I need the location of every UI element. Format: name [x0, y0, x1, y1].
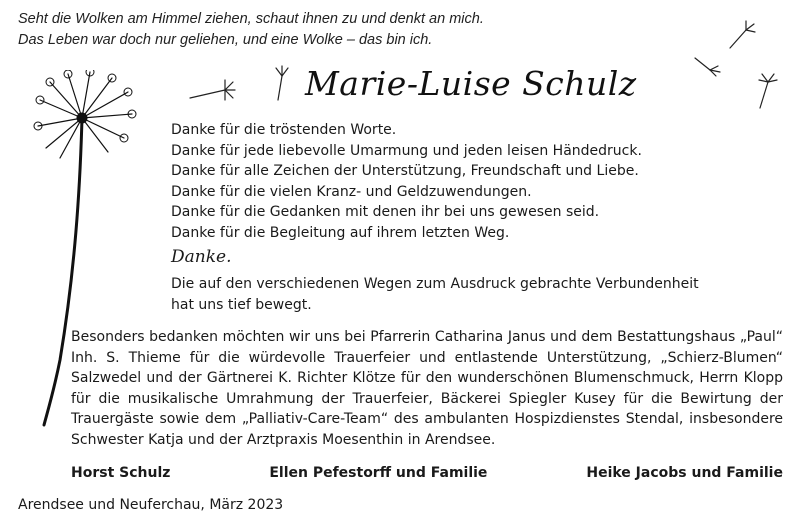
danke-word: Danke.: [171, 247, 232, 267]
bond-line: Die auf den verschiedenen Wegen zum Ausdruck gebrachte Verbundenheit: [171, 276, 699, 292]
thanks-line: Danke für die vielen Kranz- und Geldzuwendungen.: [171, 183, 532, 200]
bond-text: [171, 274, 699, 315]
thanks-line: Danke für die Begleitung auf ihrem letzten Weg.: [171, 224, 510, 241]
poem-line-1: Seht die Wolken am Himmel ziehen, schaut ihnen zu und denkt an mich.: [18, 11, 484, 27]
poem: [18, 9, 484, 51]
signature-ellen: Ellen Pefestorff und Familie: [269, 465, 488, 481]
signature-heike: Heike Jacobs und Familie: [586, 465, 783, 481]
thanks-line: Danke für jede liebevolle Umarmung und jeden leisen Händedruck.: [171, 142, 642, 159]
deceased-name: Marie-Luise Schulz: [305, 64, 637, 103]
thanks-line: Danke für die Gedanken mit denen ihr bei uns gewesen seid.: [171, 204, 600, 220]
poem-line-2: Das Leben war doch nur geliehen, und eine Wolke – das bin ich.: [18, 32, 433, 48]
place-date: Arendsee und Neuferchau, März 2023: [18, 497, 284, 513]
thanks-line: Danke für die tröstenden Worte.: [171, 122, 397, 138]
signatures: [71, 465, 783, 481]
thanks-line: Danke für alle Zeichen der Unterstützung, Freundschaft und Liebe.: [171, 163, 639, 179]
bond-line: hat uns tief bewegt.: [171, 296, 312, 313]
acknowledgement-paragraph: Besonders bedanken möchten wir uns bei Pfarrerin Catharina Janus und dem Bestattungshaus „Paul“ Inh. S. Thieme für die würdevolle Trauerfeier und entlastende Unterstützung, „Schierz-Blumen“ Salzwedel und der Gärtnerei K. Richter Klötze für den wunderschönen Blumenschmuck, Herrn Klopp für die musikalische Umrahmung der Trauerfeier, Bäckerei Spiegler Kusey für die Bewirtung der Trauergäste sowie dem „Palliativ-Care-Team“ des ambulanten Hospizdienstes Stendal, insbesondere Schwester Katja und der Arztpraxis Moesenthin in Arendsee.: [71, 329, 783, 448]
thanks-list: [171, 120, 642, 243]
signature-horst: Horst Schulz: [71, 465, 171, 481]
